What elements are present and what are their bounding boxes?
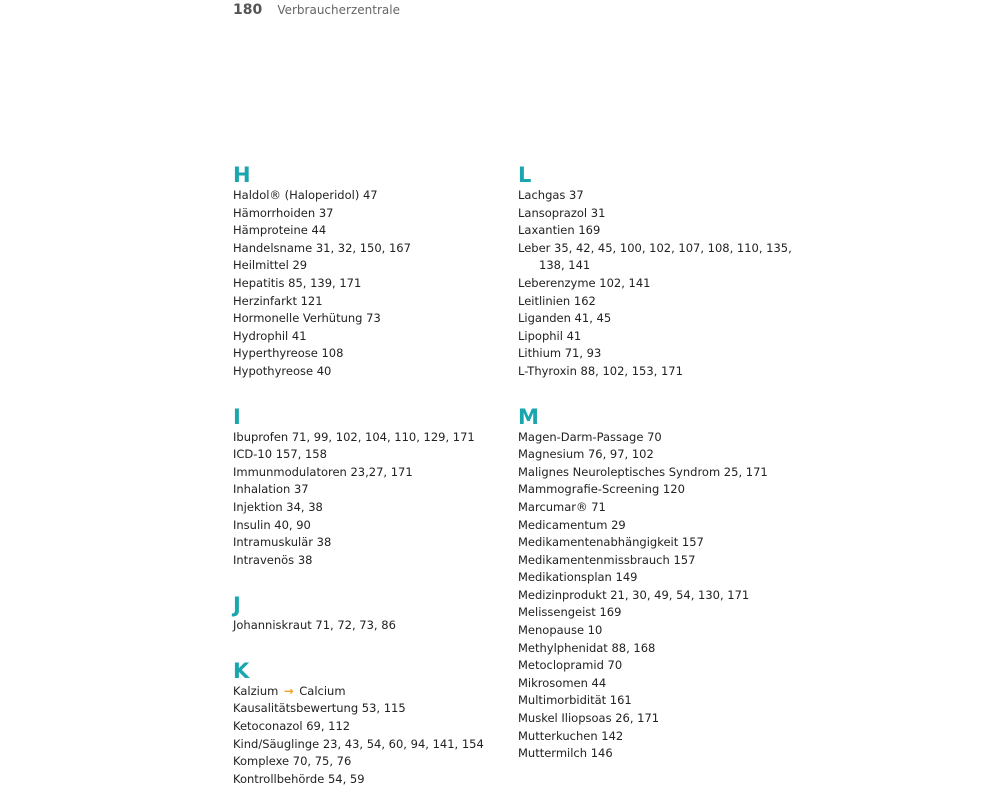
section-letter: J: [233, 593, 241, 618]
index-entry: Magen-Darm-Passage 70: [518, 429, 662, 444]
index-entry: Mutterkuchen 142: [518, 728, 624, 743]
index-entry: Leberenzyme 102, 141: [518, 275, 651, 290]
index-entry: Medizinprodukt 21, 30, 49, 54, 130, 171: [518, 587, 750, 602]
right-arrow-icon: →: [283, 683, 294, 698]
index-entry: Haldol® (Haloperidol) 47: [233, 188, 378, 202]
index-section-i: [233, 405, 503, 570]
index-entry-continuation: 138, 141: [539, 258, 591, 273]
index-entry: Intravenös 38: [233, 552, 313, 567]
index-entry: Ibuprofen 71, 99, 102, 104, 110, 129, 171: [233, 429, 475, 444]
index-entry: Ketoconazol 69, 112: [233, 719, 351, 734]
index-entry: Marcumar® 71: [518, 499, 606, 514]
entry-list: [233, 187, 503, 381]
index-entry: Hämorrhoiden 37: [233, 205, 334, 220]
index-entry: Medikamentenmissbrauch 157: [518, 552, 696, 567]
index-entry: Komplexe 70, 75, 76: [233, 754, 352, 769]
index-entry: Hämproteine 44: [233, 223, 327, 238]
page-number: 180: [233, 2, 263, 18]
xref-target: Calcium: [299, 683, 346, 698]
index-entry: Metoclopramid 70: [518, 658, 623, 673]
index-entry: Multimorbidität 161: [518, 693, 632, 708]
index-entry: Kontrollbehörde 54, 59: [233, 771, 365, 786]
index-column-left: [233, 163, 503, 812]
index-entry: Handelsname 31, 32, 150, 167: [233, 240, 411, 255]
index-entry: Medicamentum 29: [518, 517, 626, 532]
index-entry: Melissengeist 169: [518, 605, 622, 620]
index-entry: Muttermilch 146: [518, 746, 613, 761]
index-entry: Herzinfarkt 121: [233, 293, 323, 308]
index-entry: Magnesium 76, 97, 102: [518, 447, 654, 462]
index-entry: Medikationsplan 149: [518, 570, 638, 585]
index-entry: Lipophil 41: [518, 328, 582, 343]
index-entry: Inhalation 37: [233, 482, 309, 497]
index-entry: Injektion 34, 38: [233, 499, 323, 514]
index-entry: Malignes Neuroleptisches Syndrom 25, 171: [518, 464, 768, 479]
section-letter: H: [233, 163, 251, 187]
entry-list: [233, 683, 503, 789]
index-entry: ICD-10 157, 158: [233, 447, 327, 462]
index-entry: Lansoprazol 31: [518, 205, 606, 220]
index-entry: Kind/Säuglinge 23, 43, 54, 60, 94, 141, 154: [233, 736, 484, 751]
xref-term: Kalzium: [233, 683, 279, 698]
index-entry: Insulin 40, 90: [233, 517, 311, 532]
index-entry: Leber 35, 42, 45, 100, 102, 107, 108, 110, 135,: [518, 240, 792, 255]
index-entry: Menopause 10: [518, 623, 603, 638]
index-entry: Hyperthyreose 108: [233, 346, 344, 361]
section-letter: M: [518, 404, 539, 429]
index-entry: Liganden 41, 45: [518, 311, 612, 326]
section-letter: I: [233, 404, 241, 429]
index-entry: Johanniskraut 71, 72, 73, 86: [233, 618, 396, 633]
index-entry: Methylphenidat 88, 168: [518, 640, 656, 655]
section-letter: L: [518, 163, 532, 187]
index-section-h: [233, 163, 503, 381]
index-entry: Immunmodulatoren 23,27, 171: [233, 464, 413, 479]
index-entry: Intramuskulär 38: [233, 535, 332, 550]
index-entry: Muskel Iliopsoas 26, 171: [518, 711, 660, 726]
index-entry: Hypothyreose 40: [233, 363, 332, 378]
index-entry: Leitlinien 162: [518, 293, 596, 308]
index-section-j: [233, 593, 503, 635]
index-entry: Heilmittel 29: [233, 258, 308, 273]
index-section-m: [518, 405, 818, 763]
index-entry: Laxantien 169: [518, 223, 601, 238]
index-entry: Lachgas 37: [518, 188, 584, 202]
index-entry: Mammografie-Screening 120: [518, 482, 685, 497]
index-section-l: [518, 163, 818, 381]
index-section-k: [233, 659, 503, 789]
index-entry: Hepatitis 85, 139, 171: [233, 275, 362, 290]
running-title: Verbraucherzentrale: [277, 3, 400, 17]
index-entry: Kausalitätsbewertung 53, 115: [233, 701, 406, 716]
cross-reference-entry: [233, 683, 503, 701]
index-entry: Lithium 71, 93: [518, 346, 602, 361]
index-entry: Medikamentenabhängigkeit 157: [518, 535, 704, 550]
index-entry: Hormonelle Verhütung 73: [233, 311, 381, 326]
index-entry: Hydrophil 41: [233, 328, 307, 343]
page-header: [233, 0, 400, 18]
entry-list: [233, 429, 503, 570]
index-entry: Mikrosomen 44: [518, 675, 607, 690]
entry-list: [518, 429, 818, 763]
entry-list: [518, 187, 818, 381]
index-column-right: [518, 163, 818, 787]
entry-list: [233, 617, 503, 635]
section-letter: K: [233, 658, 250, 683]
index-entry: L-Thyroxin 88, 102, 153, 171: [518, 363, 683, 378]
